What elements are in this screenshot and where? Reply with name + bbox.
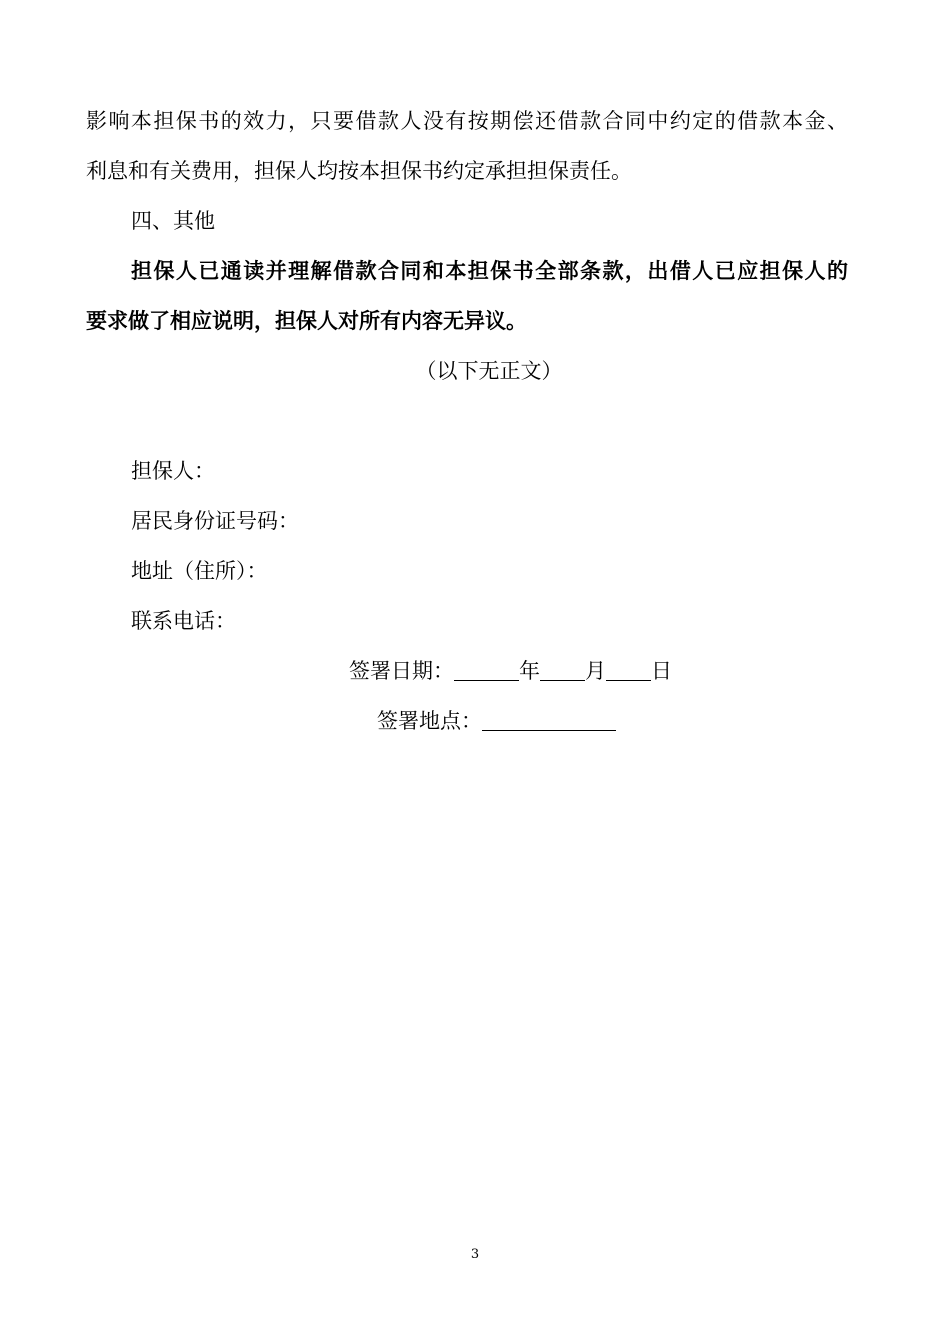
month-unit: 月	[585, 659, 606, 683]
address-label: 地址（住所）：	[131, 559, 268, 583]
signing-place-label: 签署地点：	[377, 709, 482, 733]
paragraph-2-line-2: 要求做了相应说明，担保人对所有内容无异议。	[86, 309, 527, 333]
paragraph-1-line-1: 影响本担保书的效力，只要借款人没有按期偿还借款合同中约定的借款本金、	[86, 109, 848, 133]
phone-label: 联系电话：	[131, 609, 236, 633]
day-blank	[606, 658, 651, 681]
year-unit: 年	[519, 659, 540, 683]
section-4-heading: 四、其他	[131, 209, 215, 233]
guarantor-label: 担保人：	[131, 459, 215, 483]
place-blank	[482, 708, 616, 731]
end-of-text-note: （以下无正文）	[415, 359, 563, 383]
paragraph-2-line-1: 担保人已通读并理解借款合同和本担保书全部条款，出借人已应担保人的	[131, 259, 848, 283]
signing-date-row	[349, 656, 672, 686]
day-unit: 日	[651, 659, 672, 683]
page-number: 3	[470, 1247, 480, 1262]
signing-date-label: 签署日期：	[349, 659, 454, 683]
year-blank	[454, 658, 519, 681]
month-blank	[540, 658, 585, 681]
signing-place-row	[377, 706, 616, 736]
id-number-label: 居民身份证号码：	[131, 509, 299, 533]
paragraph-1-line-2: 利息和有关费用，担保人均按本担保书约定承担担保责任。	[86, 159, 632, 183]
